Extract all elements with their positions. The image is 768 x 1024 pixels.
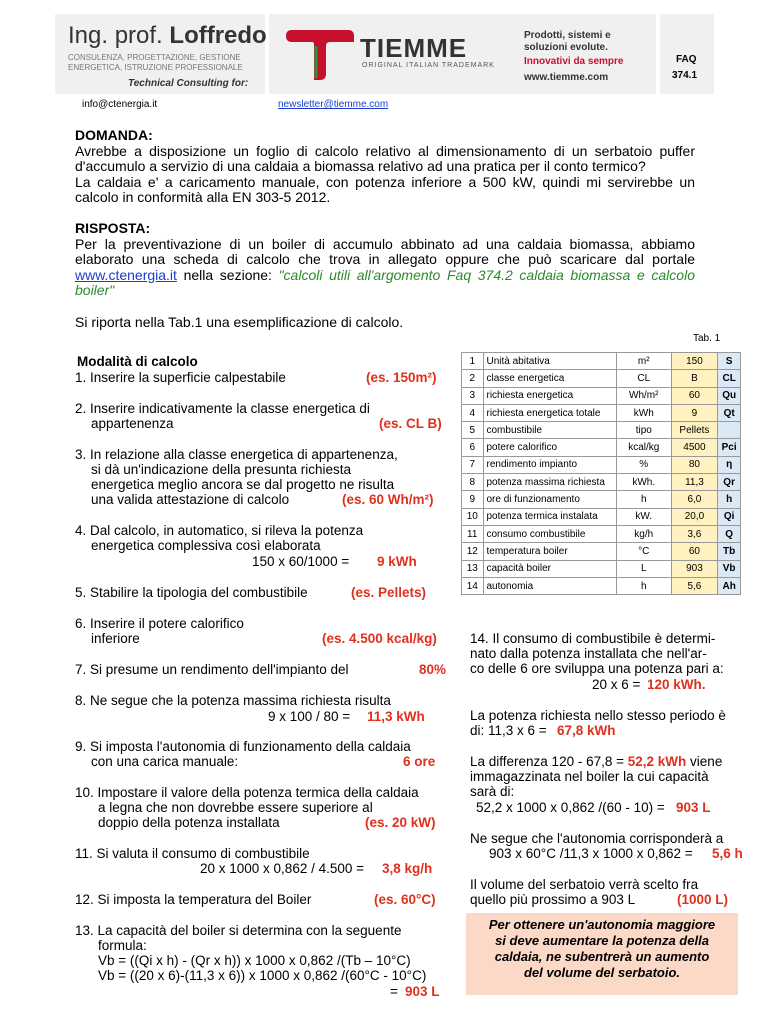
- step-5-result: (es. Pellets): [351, 585, 427, 600]
- table-cell-sym: Vb: [718, 560, 741, 577]
- technical-consulting-label: Technical Consulting for:: [128, 78, 249, 89]
- step-13-formula-2: Vb = ((20 x 6)-(11,3 x 6)) x 1000 x 0,862 /(60°C - 10°C): [98, 968, 427, 983]
- table-cell-value: B: [671, 370, 718, 387]
- table-row: [462, 422, 741, 439]
- risposta-title: RISPOSTA:: [75, 220, 151, 236]
- right-p1-l2: nato dalla potenza installata che nell'ar-: [470, 646, 707, 661]
- table-cell-value: 150: [671, 353, 718, 370]
- conclusion-note: Per ottenere un'autonomia maggiore si deve aumentare la potenza della caldaia, ne subentrerà un aumento del volume del serbatoio.: [466, 913, 738, 995]
- step-13-result: 903 L: [405, 984, 440, 999]
- table-cell-value: 4500: [671, 439, 718, 456]
- brand-trademark: ORIGINAL ITALIAN TRADEMARK: [362, 62, 495, 69]
- brand-tagline: Prodotti, sistemi e soluzioni evolute.: [524, 30, 611, 53]
- right-p2-result: 67,8 kWh: [557, 723, 616, 738]
- table-cell-n: 2: [462, 370, 484, 387]
- step-11-result: 3,8 kg/h: [382, 861, 433, 876]
- table-cell-desc: consumo combustibile: [483, 525, 616, 542]
- table-cell-unit: kcal/kg: [616, 439, 671, 456]
- table-cell-n: 4: [462, 404, 484, 421]
- table-cell-value: 20,0: [671, 508, 718, 525]
- faq-label: FAQ: [676, 54, 697, 65]
- step-7: 7. Si presume un rendimento dell'impianto del: [75, 662, 349, 677]
- table-cell-unit: m²: [616, 353, 671, 370]
- step-13-equals: =: [390, 984, 398, 999]
- step-4: 4. Dal calcolo, in automatico, si rileva la potenza: [75, 523, 364, 538]
- step-11-formula: 20 x 1000 x 0,862 / 4.500 =: [200, 861, 365, 876]
- calc-table: [461, 352, 741, 595]
- right-p5-result: (1000 L): [677, 892, 729, 907]
- email-info-link[interactable]: info@ctenergia.it: [82, 99, 158, 110]
- table-cell-sym: S: [718, 353, 741, 370]
- right-p5-l1: Il volume del serbatoio verrà scelto fra: [470, 877, 699, 892]
- table-cell-value: 11,3: [671, 474, 718, 491]
- right-p1-l3: co delle 6 ore sviluppa una potenza pari a:: [470, 661, 724, 676]
- table-row: [462, 525, 741, 542]
- table-cell-n: 9: [462, 491, 484, 508]
- table-cell-sym: Qi: [718, 508, 741, 525]
- step-6-cont: inferiore: [91, 631, 140, 646]
- step-5: 5. Stabilire la tipologia del combustibile: [75, 585, 308, 600]
- right-p5-l2: quello più prossimo a 903 L: [470, 892, 636, 907]
- author-name: Ing. prof. Loffredo: [68, 22, 267, 49]
- table-cell-value: 60: [671, 387, 718, 404]
- table-cell-desc: potere calorifico: [483, 439, 616, 456]
- table-caption: Tab. 1: [693, 333, 721, 344]
- right-p1-l1: 14. Il consumo di combustibile è determi-: [470, 631, 716, 646]
- table-cell-unit: %: [616, 456, 671, 473]
- right-p1-formula: 20 x 6 =: [592, 677, 641, 692]
- table-cell-desc: classe energetica: [483, 370, 616, 387]
- right-p2-l2: di: 11,3 x 6 =: [470, 723, 547, 738]
- domanda-section: [75, 128, 695, 206]
- step-1-result: (es. 150m²): [366, 370, 437, 385]
- table-row: [462, 456, 741, 473]
- table-cell-sym: Qt: [718, 404, 741, 421]
- ctenergia-link[interactable]: www.ctenergia.it: [75, 266, 177, 283]
- table-cell-n: 7: [462, 456, 484, 473]
- right-p3-diff: 52,2 kWh: [627, 754, 687, 769]
- risposta-section-ref: "calcoli utili all'argomento Faq 374.2 caldaia biomassa e calcolo boiler": [75, 266, 695, 298]
- table-cell-desc: rendimento impianto: [483, 456, 616, 473]
- table-cell-value: 6,0: [671, 491, 718, 508]
- table-cell-unit: Wh/m²: [616, 387, 671, 404]
- table-row: [462, 543, 741, 560]
- table-cell-unit: °C: [616, 543, 671, 560]
- table-row: [462, 577, 741, 594]
- table-cell-desc: potenza massima richiesta: [483, 474, 616, 491]
- table-cell-desc: ore di funzionamento: [483, 491, 616, 508]
- table-cell-unit: kW.: [616, 508, 671, 525]
- step-2-result: (es. CL B): [379, 416, 442, 431]
- right-p3-l2: immagazzinata nel boiler la cui capacità: [470, 769, 709, 784]
- table-cell-value: 5,6: [671, 577, 718, 594]
- risposta-text: Per la preventivazione di un boiler di accumulo abbinato ad una caldaia biomassa, abbiamo elaborato una scheda di calcolo che trova in allegato oppure che può scaricare dal portale www.ctenergia.it nella sezione: "calcoli utili all'argomento Faq 374.2 caldaia biomassa e calcolo boiler": [75, 235, 695, 298]
- brand-website[interactable]: www.tiemme.com: [524, 72, 609, 83]
- table-cell-n: 10: [462, 508, 484, 525]
- step-3-cont-2: energetica meglio ancora se dal progetto ne risulta: [91, 477, 395, 492]
- table-row: [462, 353, 741, 370]
- table-cell-sym: Pci: [718, 439, 741, 456]
- table-cell-sym: Tb: [718, 543, 741, 560]
- step-7-result: 80%: [419, 662, 447, 677]
- table-cell-n: 3: [462, 387, 484, 404]
- table-cell-desc: temperatura boiler: [483, 543, 616, 560]
- modalita-title: Modalità di calcolo: [77, 354, 198, 369]
- step-13: 13. La capacità del boiler si determina con la seguente: [75, 923, 402, 938]
- step-3-cont-3: una valida attestazione di calcolo: [91, 492, 290, 507]
- table-cell-unit: kg/h: [616, 525, 671, 542]
- step-3-cont-1: si dà un'indicazione della presunta richiesta: [91, 462, 351, 477]
- table-cell-sym: Q: [718, 525, 741, 542]
- step-8-formula: 9 x 100 / 80 =: [268, 709, 351, 724]
- step-1: 1. Inserire la superficie calpestabile: [75, 370, 286, 385]
- step-3: 3. In relazione alla classe energetica di appartenenza,: [75, 447, 398, 462]
- step-6-result: (es. 4.500 kcal/kg): [322, 631, 437, 646]
- table-cell-value: 60: [671, 543, 718, 560]
- table-cell-sym: Qu: [718, 387, 741, 404]
- step-13-formula-1: Vb = ((Qi x h) - (Qr x h)) x 1000 x 0,862 /(Tb – 10°C): [98, 953, 411, 968]
- step-9-cont: con una carica manuale:: [91, 754, 239, 769]
- table-cell-n: 13: [462, 560, 484, 577]
- step-9-result: 6 ore: [403, 754, 436, 769]
- table-row: [462, 491, 741, 508]
- step-8-result: 11,3 kWh: [367, 709, 425, 724]
- table-cell-sym: CL: [718, 370, 741, 387]
- domanda-text-1: Avrebbe a disposizione un foglio di calcolo relativo al dimensionamento di un serbatoio puffer d'accumulo a servizio di una caldaia a biomassa relativo ad una pratica per il conto termico?: [75, 142, 695, 174]
- right-p4-result: 5,6 h: [712, 846, 743, 861]
- step-4-cont: energetica complessiva così elaborata: [91, 538, 321, 553]
- table-cell-desc: richiesta energetica totale: [483, 404, 616, 421]
- step-2-cont: appartenenza: [91, 416, 174, 431]
- right-p3-result: 903 L: [676, 800, 711, 815]
- table-row: [462, 474, 741, 491]
- table-cell-n: 8: [462, 474, 484, 491]
- table-cell-n: 1: [462, 353, 484, 370]
- table-cell-desc: autonomia: [483, 577, 616, 594]
- right-p3-formula: 52,2 x 1000 x 0,862 /(60 - 10) =: [476, 800, 665, 815]
- table-row: [462, 404, 741, 421]
- table-row: [462, 387, 741, 404]
- step-12: 12. Si imposta la temperatura del Boiler: [75, 892, 312, 907]
- step-10-cont-1: a legna che non dovrebbe essere superiore al: [98, 800, 373, 815]
- step-6: 6. Inserire il potere calorifico: [75, 616, 244, 631]
- table-cell-value: Pellets: [671, 422, 718, 439]
- table-cell-value: 9: [671, 404, 718, 421]
- table-cell-unit: kWh: [616, 404, 671, 421]
- table-row: [462, 560, 741, 577]
- table-cell-sym: [718, 422, 741, 439]
- brand-tagline-red: Innovativi da sempre: [524, 56, 624, 67]
- table-cell-sym: h: [718, 491, 741, 508]
- table-cell-value: 80: [671, 456, 718, 473]
- table-cell-desc: capacità boiler: [483, 560, 616, 577]
- table-cell-n: 11: [462, 525, 484, 542]
- table-cell-sym: Qr: [718, 474, 741, 491]
- step-2: 2. Inserire indicativamente la classe energetica di: [75, 401, 370, 416]
- right-p3-l3: sarà di:: [470, 784, 515, 799]
- table-cell-unit: L: [616, 560, 671, 577]
- table-cell-sym: η: [718, 456, 741, 473]
- step-11: 11. Si valuta il consumo di combustibile: [75, 846, 310, 861]
- domanda-title: DOMANDA:: [75, 127, 153, 143]
- table-cell-unit: h: [616, 577, 671, 594]
- step-8: 8. Ne segue che la potenza massima richiesta risulta: [75, 693, 391, 708]
- step-4-formula: 150 x 60/1000 =: [252, 554, 350, 569]
- step-9: 9. Si imposta l'autonomia di funzionamento della caldaia: [75, 739, 411, 754]
- table-row: [462, 508, 741, 525]
- email-newsletter-link[interactable]: newsletter@tiemme.com: [278, 99, 389, 110]
- right-p4-formula: 903 x 60°C /11,3 x 1000 x 0,862 =: [489, 846, 693, 861]
- table-cell-unit: kWh.: [616, 474, 671, 491]
- right-p4-l1: Ne segue che l'autonomia corrisponderà a: [470, 831, 724, 846]
- table-cell-value: 903: [671, 560, 718, 577]
- right-p1-result: 120 kWh.: [647, 677, 706, 692]
- step-10-cont-2: doppio della potenza installata: [98, 815, 280, 830]
- step-10-result: (es. 20 kW): [365, 815, 436, 830]
- faq-number: 374.1: [672, 70, 698, 81]
- brand-name: TIEMME: [360, 33, 468, 63]
- step-12-result: (es. 60°C): [374, 892, 436, 907]
- right-p2-l1: La potenza richiesta nello stesso periodo è: [470, 708, 726, 723]
- table-cell-desc: combustibile: [483, 422, 616, 439]
- table-cell-n: 12: [462, 543, 484, 560]
- tab-intro: Si riporta nella Tab.1 una esemplificazione di calcolo.: [75, 314, 404, 330]
- author-services: CONSULENZA, PROGETTAZIONE, GESTIONE ENERGETICA, ISTRUZIONE PROFESSIONALE: [68, 53, 243, 72]
- table-cell-sym: Ah: [718, 577, 741, 594]
- step-13-cont: formula:: [98, 938, 147, 953]
- table-cell-n: 5: [462, 422, 484, 439]
- table-cell-unit: tipo: [616, 422, 671, 439]
- table-cell-n: 14: [462, 577, 484, 594]
- step-4-result: 9 kWh: [377, 554, 417, 569]
- table-cell-desc: potenza termica instalata: [483, 508, 616, 525]
- table-cell-desc: Unità abitativa: [483, 353, 616, 370]
- table-cell-value: 3,6: [671, 525, 718, 542]
- table-cell-unit: CL: [616, 370, 671, 387]
- table-row: [462, 439, 741, 456]
- table-cell-desc: richiesta energetica: [483, 387, 616, 404]
- table-row: [462, 370, 741, 387]
- domanda-text-2: La caldaia e' a caricamento manuale, con potenza inferiore a 500 kW, quindi mi servirebbe un calcolo in conformità alla EN 303-5 2012.: [75, 173, 695, 205]
- table-cell-n: 6: [462, 439, 484, 456]
- step-10: 10. Impostare il valore della potenza termica della caldaia: [75, 785, 419, 800]
- step-3-result: (es. 60 Wh/m²): [342, 492, 434, 507]
- right-p3-l1: La differenza 120 - 67,8 = 52,2 kWh viene: [470, 754, 723, 769]
- table-cell-unit: h: [616, 491, 671, 508]
- tiemme-logo-icon: [286, 30, 354, 80]
- risposta-section: [75, 221, 695, 299]
